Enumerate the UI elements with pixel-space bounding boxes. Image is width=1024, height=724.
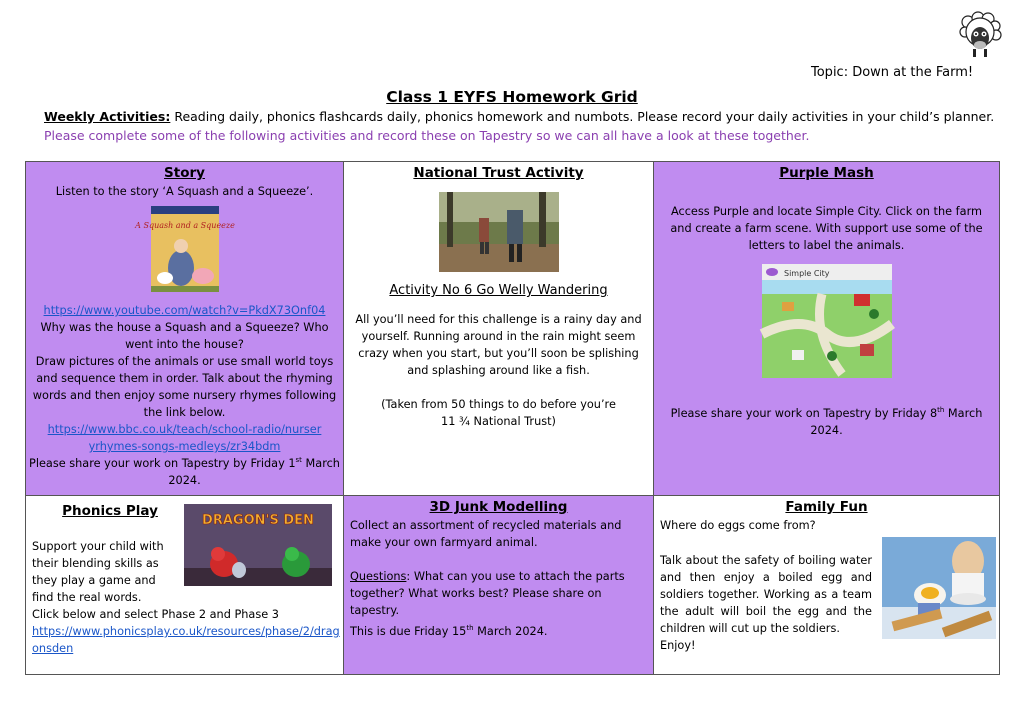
simple-city-title: Simple City bbox=[783, 269, 830, 278]
junk-modelling-questions bbox=[350, 568, 647, 619]
national-trust-cell bbox=[344, 162, 654, 496]
story-youtube-link[interactable]: https://www.youtube.com/watch?v=PkdX73Onf04 bbox=[43, 304, 326, 317]
family-fun-heading: Family Fun bbox=[785, 499, 868, 515]
junk-modelling-description: Collect an assortment of recycled materials and make your own farmyard animal. bbox=[350, 519, 622, 549]
weekly-activities-label: Weekly Activities: bbox=[44, 109, 171, 124]
story-bbc-link[interactable]: https://www.bbc.co.uk/teach/school-radio/nurseryrhymes-songs-medleys/zr34bdm bbox=[47, 423, 322, 453]
national-trust-activity-title: Activity No 6 Go Welly Wandering bbox=[389, 283, 608, 298]
national-trust-heading: National Trust Activity bbox=[413, 165, 584, 181]
book-cover-image bbox=[134, 206, 235, 292]
phonics-play-instruction: Click below and select Phase 2 and Phase 3 bbox=[32, 608, 279, 621]
topic-label: Topic: Down at the Farm! bbox=[811, 65, 974, 80]
purple-mash-share-end: March 2024. bbox=[810, 407, 983, 437]
story-share-end: March 2024. bbox=[168, 457, 340, 487]
story-question: Why was the house a Squash and a Squeeze? Who went into the house? bbox=[40, 321, 329, 351]
junk-modelling-heading: 3D Junk Modelling bbox=[429, 499, 568, 515]
family-fun-closing: Enjoy! bbox=[660, 639, 696, 652]
family-fun-cell bbox=[654, 496, 1000, 675]
phonics-play-link[interactable]: https://www.phonicsplay.co.uk/resources/phase/2/dragonsden bbox=[32, 625, 340, 655]
phonics-play-cell bbox=[26, 496, 344, 675]
dragons-den-title: DRAGON'S DEN bbox=[202, 513, 314, 528]
welly-walk-photo bbox=[439, 192, 559, 272]
weekly-activities bbox=[44, 109, 1004, 124]
junk-due-end: March 2024. bbox=[473, 625, 548, 638]
story-share-sup: st bbox=[295, 456, 302, 465]
story-intro: Listen to the story ‘A Squash and a Squeeze’. bbox=[55, 185, 314, 198]
simple-city-screenshot bbox=[762, 264, 892, 378]
phonics-play-heading: Phonics Play bbox=[62, 503, 158, 519]
story-share-text: Please share your work on Tapestry by Friday 1 bbox=[29, 457, 296, 470]
story-share bbox=[26, 455, 343, 489]
purple-mash-share-text: Please share your work on Tapestry by Friday 8 bbox=[670, 407, 938, 420]
junk-modelling-due bbox=[350, 623, 647, 640]
family-fun-question: Where do eggs come from? bbox=[660, 519, 816, 532]
junk-due-text: This is due Friday 15 bbox=[350, 625, 467, 638]
purple-mash-share bbox=[654, 405, 999, 439]
homework-grid bbox=[25, 161, 1000, 675]
purple-mash-cell bbox=[654, 162, 1000, 496]
sheep-icon bbox=[958, 10, 1002, 58]
junk-questions-text: : What can you use to attach the parts together? What works best? Please share on tapestry. bbox=[350, 570, 625, 617]
junk-modelling-cell bbox=[344, 496, 654, 675]
page-title: Class 1 EYFS Homework Grid bbox=[386, 88, 638, 106]
phonics-play-description: Support your child with their blending skills as they play a game and find the real words. bbox=[32, 540, 164, 604]
family-fun-description: Talk about the safety of boiling water and then enjoy a boiled egg and soldiers together. Working as a team the adult will boil the egg and the children will cut up the soldiers. bbox=[660, 554, 872, 635]
instruction-text: Please complete some of the following activities and record these on Tapestry so we can all have a look at these together. bbox=[44, 128, 810, 143]
junk-due-sup: th bbox=[466, 624, 474, 633]
book-title: A Squash and a Squeeze bbox=[134, 221, 235, 230]
purple-mash-share-sup: th bbox=[937, 406, 945, 415]
story-cell bbox=[26, 162, 344, 496]
story-heading: Story bbox=[164, 165, 205, 181]
national-trust-source: (Taken from 50 things to do before you’re 11 ¾ National Trust) bbox=[381, 398, 616, 428]
purple-mash-description: Access Purple and locate Simple City. Click on the farm and create a farm scene. With support use some of the letters to label the animals. bbox=[670, 205, 983, 252]
purple-mash-heading: Purple Mash bbox=[779, 165, 874, 181]
boiled-egg-photo bbox=[882, 537, 996, 639]
weekly-activities-text: Reading daily, phonics flashcards daily, phonics homework and numbots. Please record your daily activities in your child’s planner. bbox=[170, 109, 995, 124]
junk-questions-label: Questions bbox=[350, 570, 407, 583]
national-trust-description: All you’ll need for this challenge is a rainy day and yourself. Running around in the rain might seem crazy when you start, but you’ll soon be splishing and splashing around like a fish. bbox=[355, 313, 642, 377]
dragons-den-game-image bbox=[184, 504, 332, 586]
story-activity: Draw pictures of the animals or use small world toys and sequence them in order. Talk about the rhyming words and then enjoy some nursery rhymes following the link below. bbox=[32, 355, 337, 419]
